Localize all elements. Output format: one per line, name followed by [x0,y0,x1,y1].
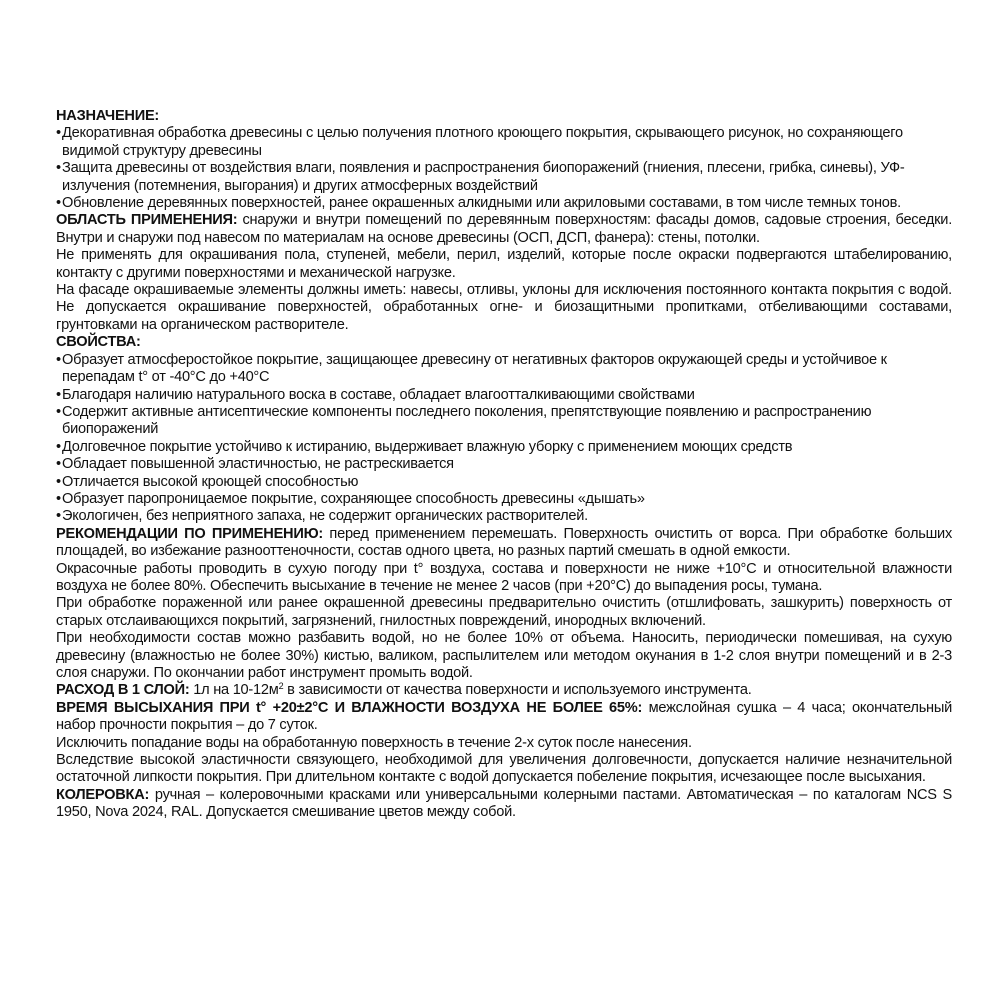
tinting-text: ручная – колеровочными красками или универсальными колерными пастами. Автоматическая – по каталогам NCS S 1950, Nova 2024, RAL. Допускается смешивание цветов между собой. [56,786,952,821]
list-item [56,404,952,439]
list-item-text: Защита древесины от воздействия влаги, появления и распространения биопоражений (гниения, плесени, грибка, синевы), УФ-излучения (потемнения, выгорания) и других атмосферных воздействий [62,160,905,194]
bullet-icon: • [56,386,61,403]
bullet-icon: • [56,490,61,507]
list-item-text: Обновление деревянных поверхностей, ранее окрашенных алкидными или акриловыми составами, в том числе темных тонов. [62,195,901,212]
recommendations-conditions: Окрасочные работы проводить в сухую погоду при t° воздуха, состава и поверхности не ниже +10°C и относительной влажности воздуха не более 80%. Обеспечить высыхание в течение не менее 2 часов (при +20°C) до выпадения росы, тумана. [56,560,952,594]
list-item-text: Декоративная обработка древесины с целью получения плотного кроющего покрытия, скрывающего рисунок, но сохраняющего видимой структуру древесины [62,125,903,159]
drying-tackiness-note: Вследствие высокой эластичности связующего, необходимой для увеличения долговечности, допускается наличие незначительной остаточной липкости покрытия. При длительном контакте с водой допускается побеление покрытия, исчезающее после высыхания. [56,752,952,786]
application-paragraph [56,212,952,247]
properties-list [56,352,952,526]
bullet-icon: • [56,351,61,368]
purpose-list [56,125,952,212]
list-item [56,491,952,508]
list-item [56,508,952,525]
recommendations-text: перед применением перемешать. Поверхность очистить от ворса. При обработке больших площадей, во избежание разнооттеночности, состав одного цвета, но разных партий смешать в одной емкости. [56,525,953,560]
list-item [56,125,952,160]
list-item [56,387,952,404]
list-item-text: Обладает повышенной эластичностью, не растрескивается [62,456,454,473]
application-heading: ОБЛАСТЬ ПРИМЕНЕНИЯ: [56,212,238,229]
properties-heading: СВОЙСТВА: [56,334,141,351]
drying-paragraph [56,700,952,735]
recommendations-preparation: При обработке пораженной или ранее окрашенной древесины предварительно очистить (отшлифовать, зашкурить) поверхность от старых отслаивающихся покрытий, загрязнений, гнилостных повреждений, инородных включений. [56,595,952,629]
bullet-icon: • [56,508,61,525]
recommendations-application: При необходимости состав можно разбавить водой, но не более 10% от объема. Наносить, периодически помешивая, на сухую древесину (влажностью не более 30%) кистью, валиком, распылителем или методом окунания в 1-2 слоя внутри помещений и в 2-3 слоя снаружи. По окончании работ инструмент промыть водой. [56,630,952,681]
consumption-paragraph [56,682,952,699]
list-item [56,474,952,491]
drying-text: межслойная сушка – 4 часа; окончательный набор прочности покрытия – до 7 суток. [56,699,952,734]
list-item-text: Экологичен, без неприятного запаха, не содержит органических растворителей. [62,508,588,525]
list-item-text: Отличается высокой кроющей способностью [62,473,359,490]
list-item [56,160,952,195]
bullet-icon: • [56,160,61,177]
tinting-paragraph [56,787,952,822]
list-item [56,352,952,387]
application-restrictions: Не применять для окрашивания пола, ступеней, мебели, перил, изделий, которые после окраски подвергаются штабелированию, контакту с другими поверхностями и механической нагрузке. [56,247,952,281]
list-item [56,456,952,473]
list-item [56,439,952,456]
list-item [56,195,952,212]
list-item-text: Содержит активные антисептические компоненты последнего поколения, препятствующие появлению и распространению биопоражений [62,403,872,438]
application-text: снаружи и внутри помещений по деревянным поверхностям: фасады домов, садовые строения, беседки. Внутри и снаружи под навесом по материалам на основе древесины (ОСП, ДСП, фанера): стены, потолки. [56,212,953,246]
list-item-text: Образует паропроницаемое покрытие, сохраняющее способность древесины «дышать» [62,490,645,507]
bullet-icon: • [56,125,61,142]
drying-water-note: Исключить попадание воды на обработанную поверхность в течение 2-х суток после нанесения. [56,734,692,751]
bullet-icon: • [56,456,61,473]
recommendations-heading: РЕКОМЕНДАЦИИ ПО ПРИМЕНЕНИЮ: [56,525,323,542]
consumption-unit-exponent: 2 [278,681,284,692]
product-description [56,108,952,822]
application-facade-note: На фасаде окрашиваемые элементы должны иметь: навесы, отливы, уклоны для исключения постоянного контакта покрытия с водой. Не допускается окрашивание поверхностей, обработанных огне- и биозащитными пропитками, отбеливающими составами, грунтовками на органическом растворителе. [56,282,952,333]
list-item-text: Благодаря наличию натурального воска в составе, обладает влагоотталкивающими свойствами [62,386,695,403]
tinting-heading: КОЛЕРОВКА: [56,786,150,803]
bullet-icon: • [56,403,61,420]
consumption-heading: РАСХОД В 1 СЛОЙ: [56,682,190,699]
consumption-value: 1л на 10-12м [189,682,279,699]
list-item-text: Долговечное покрытие устойчиво к истиранию, выдерживает влажную уборку с применением моющих средств [62,438,793,455]
bullet-icon: • [56,438,61,455]
list-item-text: Образует атмосферостойкое покрытие, защищающее древесину от негативных факторов окружающей среды и устойчивое к перепадам t° от -40°C до +40°C [62,351,887,386]
purpose-heading: НАЗНАЧЕНИЕ: [56,108,160,124]
recommendations-paragraph [56,526,952,561]
bullet-icon: • [56,473,61,490]
bullet-icon: • [56,195,61,212]
consumption-text: в зависимости от качества поверхности и используемого инструмента. [283,682,752,699]
drying-heading: ВРЕМЯ ВЫСЫХАНИЯ ПРИ t° +20±2°C И ВЛАЖНОСТИ ВОЗДУХА НЕ БОЛЕЕ 65%: [56,699,643,716]
